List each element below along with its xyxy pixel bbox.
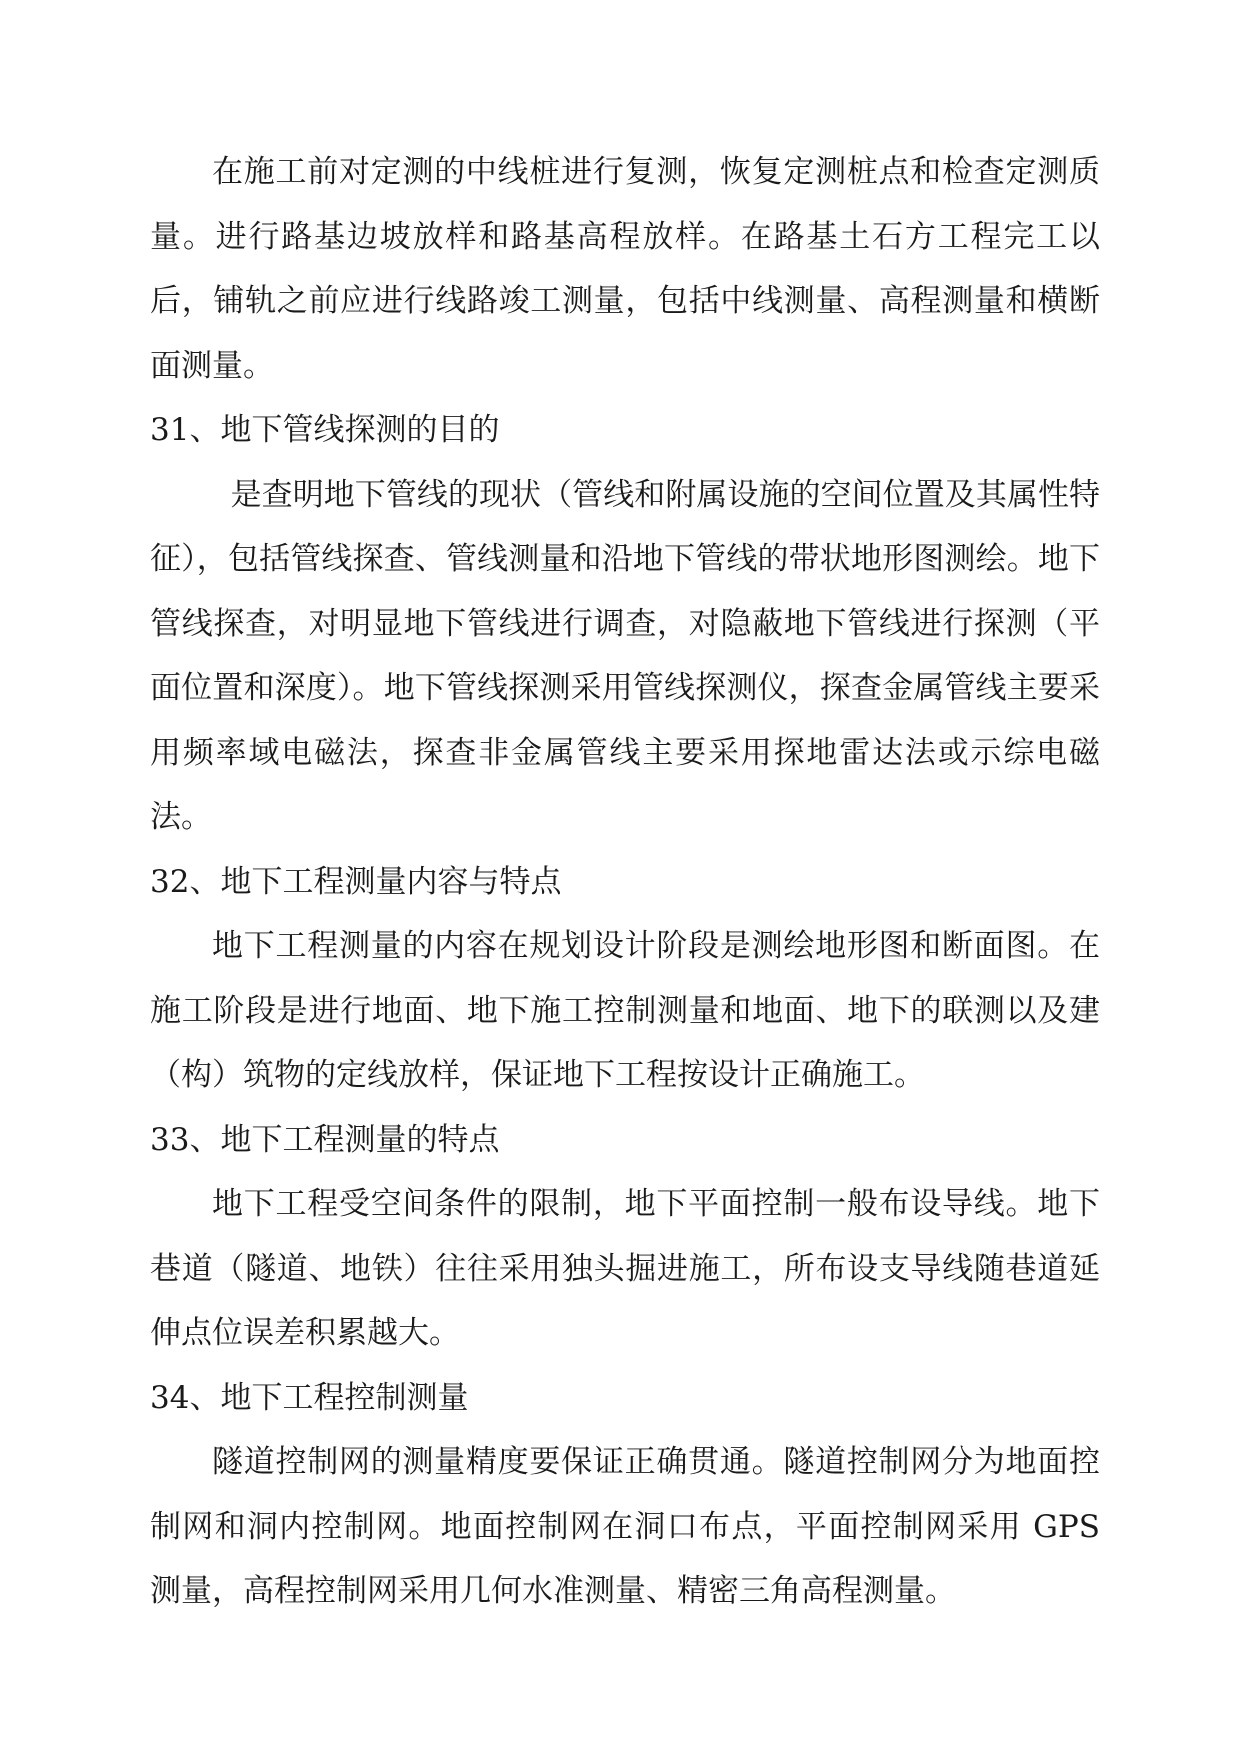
paragraph-underground-control-survey: 隧道控制网的测量精度要保证正确贯通。隧道控制网分为地面控制网和洞内控制网。地面控制网在洞口布点，平面控制网采用 GPS 测量，高程控制网采用几何水准测量、精密三角高程测量。: [150, 1444, 1100, 1609]
paragraph-railway-survey: 在施工前对定测的中线桩进行复测，恢复定测桩点和检查定测质量。进行路基边坡放样和路基高程放样。在路基土石方工程完工以后，铺轨之前应进行线路竣工测量，包括中线测量、高程测量和横断面测量。: [150, 154, 1100, 384]
paragraph-underground-survey-features: 地下工程受空间条件的限制，地下平面控制一般布设导线。地下巷道（隧道、地铁）往往采用独头掘进施工，所布设支导线随巷道延伸点位误差积累越大。: [150, 1186, 1100, 1351]
paragraph-pipeline-detection: 是查明地下管线的现状（管线和附属设施的空间位置及其属性特征），包括管线探查、管线测量和沿地下管线的带状地形图测绘。地下管线探查，对明显地下管线进行调查，对隐蔽地下管线进行探测（平面位置和深度）。地下管线探测采用管线探测仪，探查金属管线主要采用频率域电磁法，探查非金属管线主要采用探地雷达法或示综电磁法。: [150, 476, 1100, 835]
heading-34-underground-control-survey: 34、地下工程控制测量: [150, 1379, 469, 1416]
heading-33-underground-survey-features: 33、地下工程测量的特点: [150, 1121, 500, 1158]
paragraph-underground-survey-content: 地下工程测量的内容在规划设计阶段是测绘地形图和断面图。在施工阶段是进行地面、地下施工控制测量和地面、地下的联测以及建（构）筑物的定线放样，保证地下工程按设计正确施工。: [150, 928, 1100, 1093]
heading-31-pipeline-detection: 31、地下管线探测的目的: [150, 412, 500, 448]
heading-32-underground-survey-content: 32、地下工程测量内容与特点: [150, 863, 562, 900]
document-page: [150, 140, 1100, 1624]
